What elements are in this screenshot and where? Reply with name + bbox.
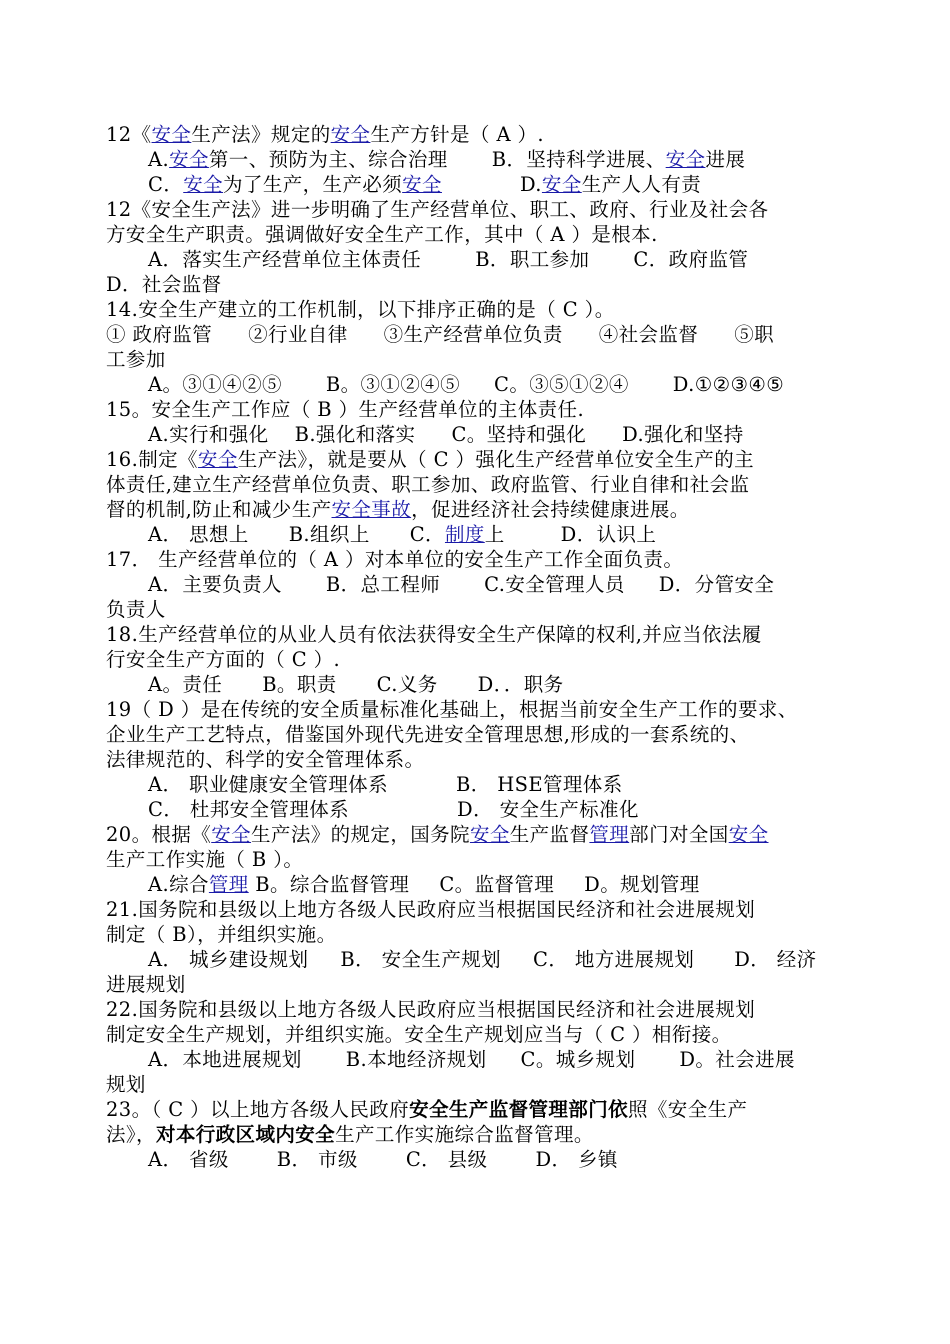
link-anquan[interactable]: 安全 (211, 823, 252, 846)
q12b-option-d: D．社会监督 (106, 273, 222, 296)
q12b-line-2: 方安全生产职责。强调做好安全生产工作，其中（ A ）是根本. (106, 223, 658, 246)
q17-options: A．主要负责人 B．总工程师 C.安全管理人员 D．分管安全 (148, 573, 775, 596)
q17-line-1: 17． 生产经营单位的（ A ）对本单位的安全生产工作全面负责。 (106, 548, 684, 571)
link-anquan-shigu[interactable]: 安全事故 (331, 498, 412, 521)
link-anquan[interactable]: 安全 (728, 823, 769, 846)
q22-line-2: 制定安全生产规划，并组织实施。安全生产规划应当与（ C ）相衔接。 (106, 1023, 732, 1046)
link-anquan[interactable]: 安全 (469, 823, 510, 846)
q19-options-2: C． 杜邦安全管理体系 D． 安全生产标准化 (148, 798, 639, 821)
q23-options: A． 省级 B． 市级 C． 县级 D． 乡镇 (148, 1148, 618, 1171)
q23-line-2: 法》，对本行政区域内安全生产工作实施综合监督管理。 (106, 1123, 594, 1146)
q16-line-2: 体责任,建立生产经营单位负责、职工参加、政府监管、行业自律和社会监 (106, 473, 750, 496)
q15-options: A.实行和强化 B.强化和落实 C。坚持和强化 D.强化和坚持 (148, 423, 744, 446)
q17-options-cont: 负责人 (106, 598, 166, 621)
link-anquan[interactable]: 安全 (197, 448, 238, 471)
q12-options-1: A.安全第一、预防为主、综合治理 B．坚持科学进展、安全进展 (148, 148, 746, 171)
q14-items: ① 政府监管 ②行业自律 ③生产经营单位负责 ④社会监督 ⑤职 (106, 323, 775, 346)
link-zhidu[interactable]: 制度 (444, 523, 485, 546)
link-anquan[interactable]: 安全 (183, 173, 224, 196)
q14-items-cont: 工参加 (106, 348, 166, 371)
q15-line-1: 15。安全生产工作应（ B ）生产经营单位的主体责任. (106, 398, 585, 421)
q21-line-2: 制定（ B），并组织实施。 (106, 923, 337, 946)
q16-line-3: 督的机制,防止和减少生产安全事故，促进经济社会持续健康进展。 (106, 498, 690, 521)
q19-line-3: 法律规范的、科学的安全管理体系。 (106, 748, 425, 771)
q22-line-1: 22.国务院和县级以上地方各级人民政府应当根据国民经济和社会进展规划 (106, 998, 756, 1021)
q19-options-1: A． 职业健康安全管理体系 B． HSE管理体系 (148, 773, 623, 796)
link-guanli[interactable]: 管理 (208, 873, 249, 896)
q20-line-2: 生产工作实施（ B ）。 (106, 848, 304, 871)
document-body (106, 122, 866, 1172)
q18-options: A。责任 B。职责 C.义务 D．．职务 (148, 673, 564, 696)
link-anquan[interactable]: 安全 (151, 123, 192, 146)
q14-line-1: 14.安全生产建立的工作机制，以下排序正确的是（ C ）。 (106, 298, 615, 321)
link-guanli[interactable]: 管理 (589, 823, 630, 846)
link-anquan[interactable]: 安全 (402, 173, 442, 196)
q19-line-1: 19（ D ）是在传统的安全质量标准化基础上，根据当前安全生产工作的要求、 (106, 698, 798, 721)
q22-options: A．本地进展规划 B.本地经济规划 C。城乡规划 D。社会进展 (148, 1048, 795, 1071)
q21-options-cont: 进展规划 (106, 973, 186, 996)
q12-line-1: 12《安全生产法》规定的安全生产方针是（ A ）. (106, 123, 545, 146)
q20-line-1: 20。根据《安全生产法》的规定，国务院安全生产监督管理部门对全国安全 (106, 823, 769, 846)
q20-options: A.综合管理 B。综合监督管理 C。监督管理 D。规划管理 (148, 873, 700, 896)
q23-line-1: 23。（ C ）以上地方各级人民政府安全生产监督管理部门依照《安全生产 (106, 1098, 748, 1121)
q12b-line-1: 12《安全生产法》进一步明确了生产经营单位、职工、政府、行业及社会各 (106, 198, 769, 221)
q12-options-2: C．安全为了生产，生产必须安全 D.安全生产人人有责 (148, 173, 702, 196)
q16-line-1: 16.制定《安全生产法》，就是要从（ C ）强化生产经营单位安全生产的主 (106, 448, 755, 471)
q12b-options: A．落实生产经营单位主体责任 B．职工参加 C．政府监管 (148, 248, 749, 271)
q21-line-1: 21.国务院和县级以上地方各级人民政府应当根据国民经济和社会进展规划 (106, 898, 756, 921)
q18-line-1: 18.生产经营单位的从业人员有依法获得安全生产保障的权利,并应当依法履 (106, 623, 762, 646)
link-anquan[interactable]: 安全 (541, 173, 582, 196)
link-anquan[interactable]: 安全 (665, 148, 706, 171)
link-anquan[interactable]: 安全 (169, 148, 209, 171)
q18-line-2: 行安全生产方面的（ C ）. (106, 648, 341, 671)
q22-options-cont: 规划 (106, 1073, 146, 1096)
q16-options: A． 思想上 B.组织上 C．制度上 D．认识上 (148, 523, 657, 546)
q19-line-2: 企业生产工艺特点，借鉴国外现代先进安全管理思想,形成的一套系统的、 (106, 723, 750, 746)
link-anquan[interactable]: 安全 (330, 123, 371, 146)
q14-options: A。③①④②⑤ B。③①②④⑤ C。③⑤①②④ D.①②③④⑤ (148, 373, 785, 396)
q21-options: A． 城乡建设规划 B． 安全生产规划 C． 地方进展规划 D． 经济 (148, 948, 817, 971)
